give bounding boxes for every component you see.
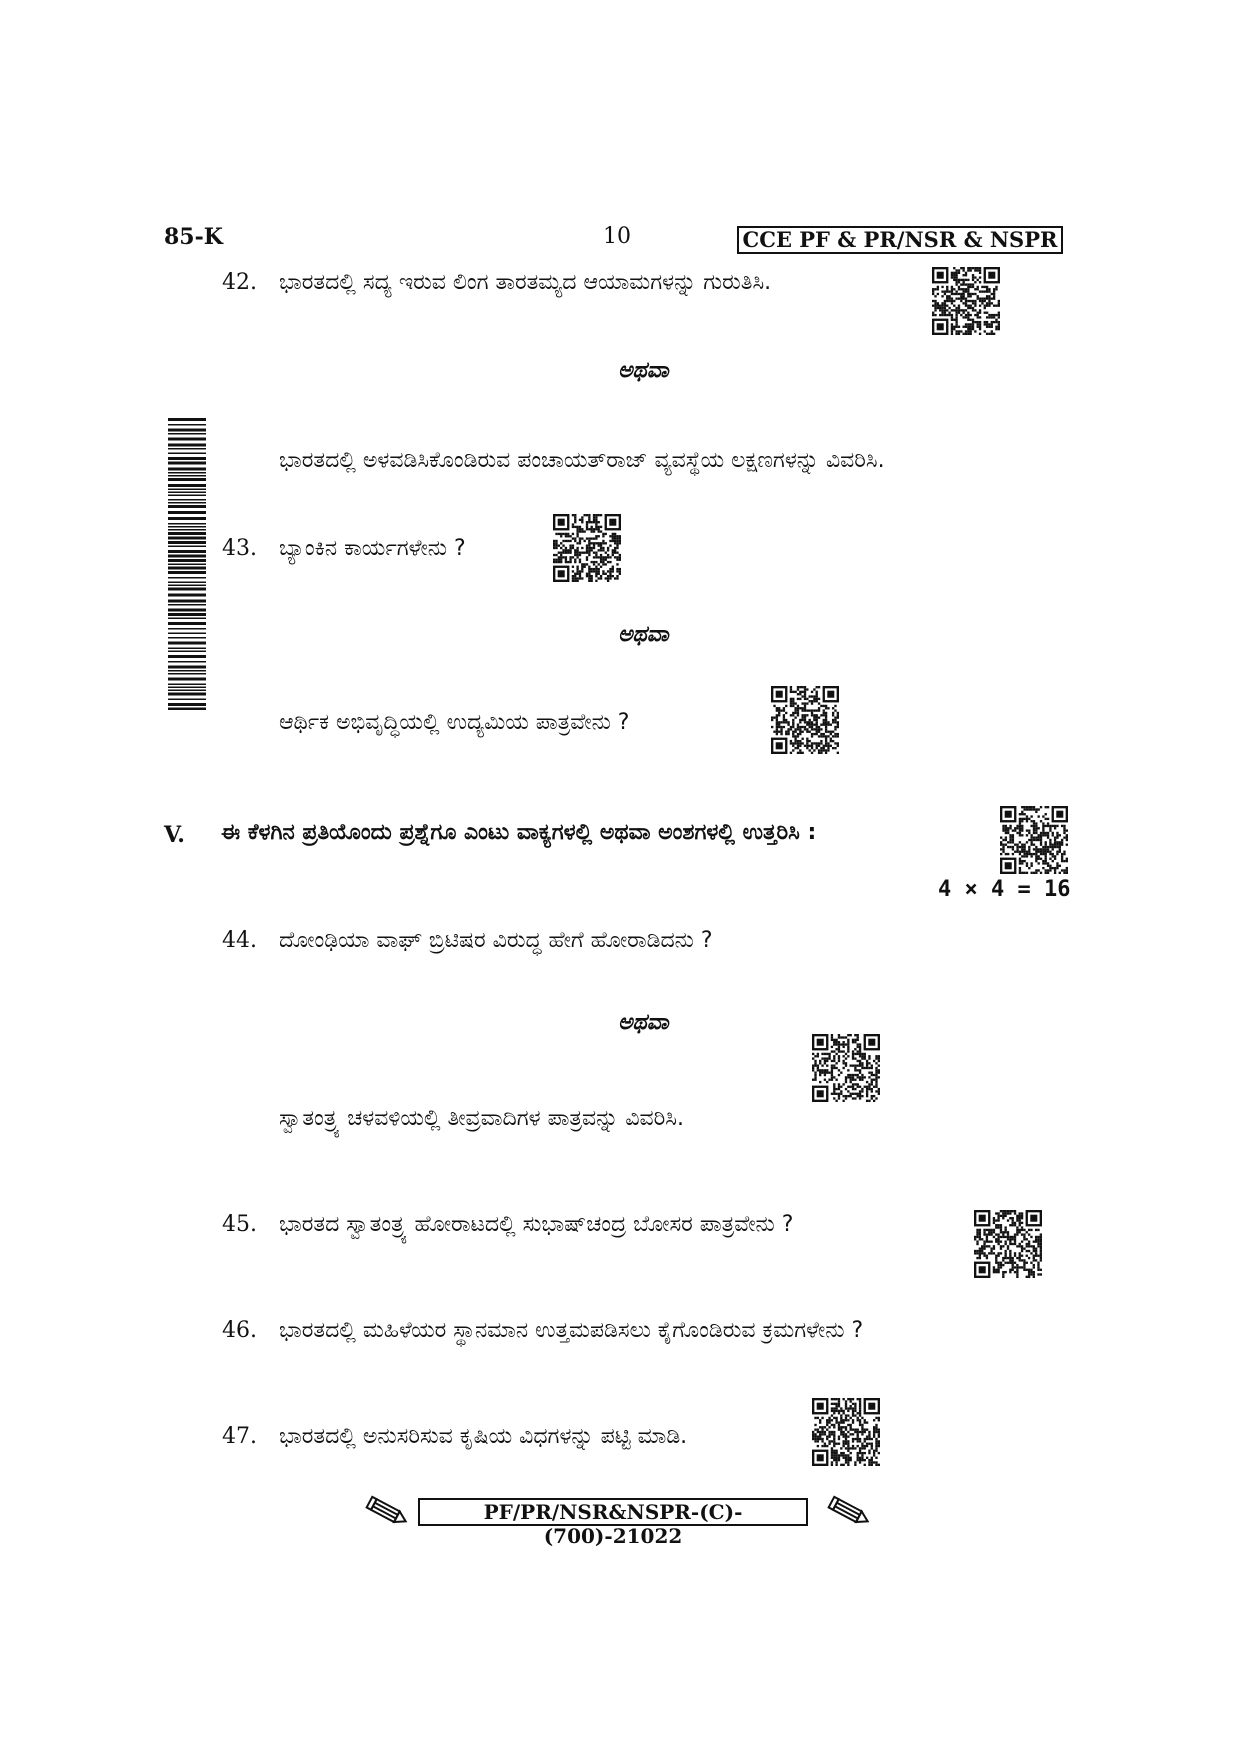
section-instruction: ಈ ಕೆಳಗಿನ ಪ್ರತಿಯೊಂದು ಪ್ರಶ್ನೆಗೂ ಎಂಟು ವಾಕ್ಯಗಳಲ್ಲಿ ಅಥವಾ ಅಂಶಗಳಲ್ಲಿ ಉತ್ತರಿಸಿ :: [221, 820, 817, 845]
question-43-alt-text: ಆರ್ಥಿಕ ಅಭಿವೃದ್ಧಿಯಲ್ಲಿ ಉದ್ಯಮಿಯ ಪಾತ್ರವೇನು ?: [279, 710, 630, 735]
qr-code-icon: [974, 1210, 1042, 1278]
qr-code-icon: [812, 1398, 880, 1466]
qr-code-icon: [553, 514, 621, 582]
qr-code-icon: [812, 1034, 880, 1102]
barcode-icon: [168, 418, 206, 710]
qr-code-icon: [1000, 806, 1068, 874]
question-44-text: ದೋಂಢಿಯಾ ವಾಘ್ ಬ್ರಿಟಿಷರ ವಿರುದ್ಧ ಹೇಗೆ ಹೋರಾಡಿದನು ?: [279, 928, 713, 953]
qr-code-icon: [771, 686, 839, 754]
question-number-47: 47.: [222, 1424, 257, 1449]
question-44-alt-text: ಸ್ವಾತಂತ್ರ್ಯ ಚಳವಳಿಯಲ್ಲಿ ತೀವ್ರವಾದಿಗಳ ಪಾತ್ರವನ್ನು ವಿವರಿಸಿ.: [279, 1106, 684, 1131]
or-label: ಅಥವಾ: [618, 1010, 669, 1035]
question-42-text: ಭಾರತದಲ್ಲಿ ಸದ್ಯ ಇರುವ ಲಿಂಗ ತಾರತಮ್ಯದ ಆಯಾಮಗಳನ್ನು ಗುರುತಿಸಿ.: [279, 270, 772, 295]
question-number-42: 42.: [222, 270, 257, 295]
question-number-45: 45.: [222, 1212, 257, 1237]
question-45-text: ಭಾರತದ ಸ್ವಾತಂತ್ರ್ಯ ಹೋರಾಟದಲ್ಲಿ ಸುಭಾಷ್‌ಚಂದ್ರ ಬೋಸರ ಪಾತ್ರವೇನು ?: [279, 1212, 794, 1237]
question-42-alt-text: ಭಾರತದಲ್ಲಿ ಅಳವಡಿಸಿಕೊಂಡಿರುವ ಪಂಚಾಯತ್‌ರಾಜ್ ವ್ಯವಸ್ಥೆಯ ಲಕ್ಷಣಗಳನ್ನು ವಿವರಿಸಿ.: [279, 448, 885, 473]
footer-code-box: PF/PR/NSR&NSPR-(C)-(700)-21022: [418, 1498, 808, 1526]
question-46-text: ಭಾರತದಲ್ಲಿ ಮಹಿಳೆಯರ ಸ್ಥಾನಮಾನ ಉತ್ತಮಪಡಿಸಲು ಕೈಗೊಂಡಿರುವ ಕ್ರಮಗಳೇನು ?: [279, 1318, 864, 1343]
exam-code-box: CCE PF & PR/NSR & NSPR: [737, 226, 1063, 254]
question-number-44: 44.: [222, 928, 257, 953]
question-47-text: ಭಾರತದಲ್ಲಿ ಅನುಸರಿಸುವ ಕೃಷಿಯ ವಿಧಗಳನ್ನು ಪಟ್ಟಿ ಮಾಡಿ.: [279, 1424, 688, 1449]
page-number: 10: [603, 224, 631, 249]
pencil-icon: [364, 1492, 412, 1532]
section-marks: 4 × 4 = 16: [938, 877, 1071, 902]
question-43-text: ಬ್ಯಾಂಕಿನ ಕಾರ್ಯಗಳೇನು ?: [279, 536, 466, 561]
paper-code: 85-K: [164, 224, 223, 250]
question-number-43: 43.: [222, 536, 257, 561]
question-number-46: 46.: [222, 1318, 257, 1343]
or-label: ಅಥವಾ: [618, 358, 669, 383]
qr-code-icon: [932, 267, 1000, 335]
or-label: ಅಥವಾ: [618, 622, 669, 647]
section-roman-numeral: V.: [164, 822, 185, 848]
pencil-icon: [826, 1492, 874, 1532]
